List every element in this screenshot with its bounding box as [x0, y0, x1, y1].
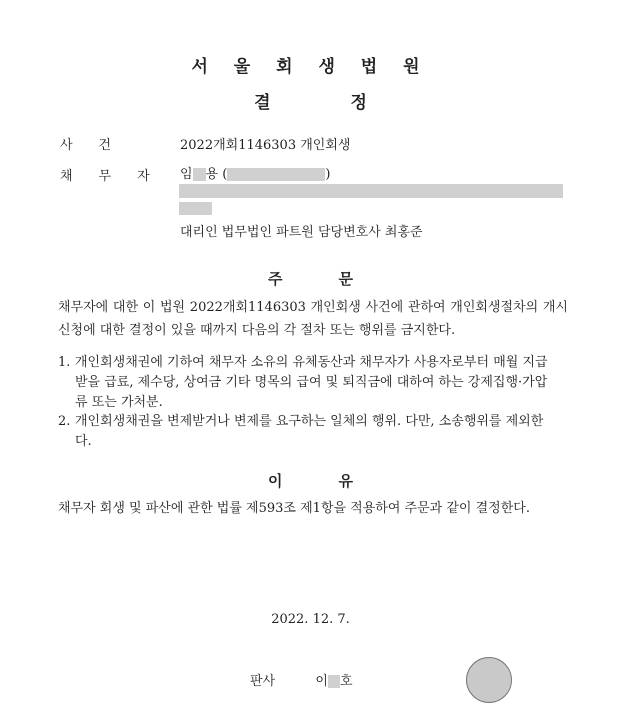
order-paragraph: 채무자에 대한 이 법원 2022개회1146303 개인회생 사건에 관하여 개인회생절차의 개시신청에 대한 결정이 있을 때까지 다음의 각 절차 또는 행위를 금지한다.: [58, 300, 568, 338]
representative: 대리인 법무법인 파트원 담당변호사 최홍준: [180, 225, 423, 240]
redacted-id: [227, 168, 325, 181]
reason-heading: [0, 470, 621, 491]
reason-heading-second: 유: [338, 472, 353, 490]
document-title-second: 정: [350, 93, 367, 113]
case-label: 사건: [60, 138, 138, 153]
order-item-text: 개인회생채권에 기하여 채무자 소유의 유체동산과 채무자가 사용자로부터 매월 지급받을 급료, 제수당, 상여금 기타 명목의 급여 및 퇴직금에 대하여 하는 강제집행·가압류 또는 가처분.: [75, 355, 548, 410]
order-heading-second: 문: [338, 270, 353, 288]
judge-seal: [466, 657, 512, 703]
debtor-name-start: 임: [180, 167, 193, 182]
order-heading-first: 주: [268, 270, 283, 288]
order-item-number: 2.: [58, 414, 71, 429]
order-heading: [0, 268, 621, 289]
decision-date: 2022. 12. 7.: [271, 612, 350, 627]
reason-heading-first: 이: [268, 472, 283, 490]
paren-open: (: [222, 167, 228, 182]
judge-line: [250, 670, 353, 689]
document-title: [0, 88, 621, 113]
redacted-address: [179, 184, 563, 198]
court-name: 서 울 회 생 법 원: [191, 57, 430, 77]
judge-name-end: 호: [339, 674, 353, 689]
redacted-address-cont: [179, 202, 212, 215]
judge-label: 판사: [250, 674, 276, 689]
order-item: [58, 353, 558, 413]
document-title-first: 결: [254, 93, 271, 113]
paren-close: ): [325, 167, 331, 182]
order-item-text: 개인회생채권을 변제받거나 변제를 요구하는 일체의 행위. 다만, 소송행위를 제외한다.: [75, 414, 544, 449]
case-number: 2022개회1146303 개인회생: [180, 138, 351, 153]
order-item-number: 1.: [58, 355, 71, 370]
reason-paragraph: 채무자 회생 및 파산에 관한 법률 제593조 제1항을 적용하여 주문과 같이 결정한다.: [58, 501, 530, 516]
order-item: [58, 412, 558, 452]
redacted-judge-name: [328, 675, 340, 688]
judge-name-start: 이: [315, 674, 328, 689]
redacted-name: [193, 168, 206, 181]
debtor-line: [180, 163, 330, 182]
debtor-name-end: 용: [205, 167, 219, 182]
debtor-label: 채무자: [60, 169, 176, 184]
